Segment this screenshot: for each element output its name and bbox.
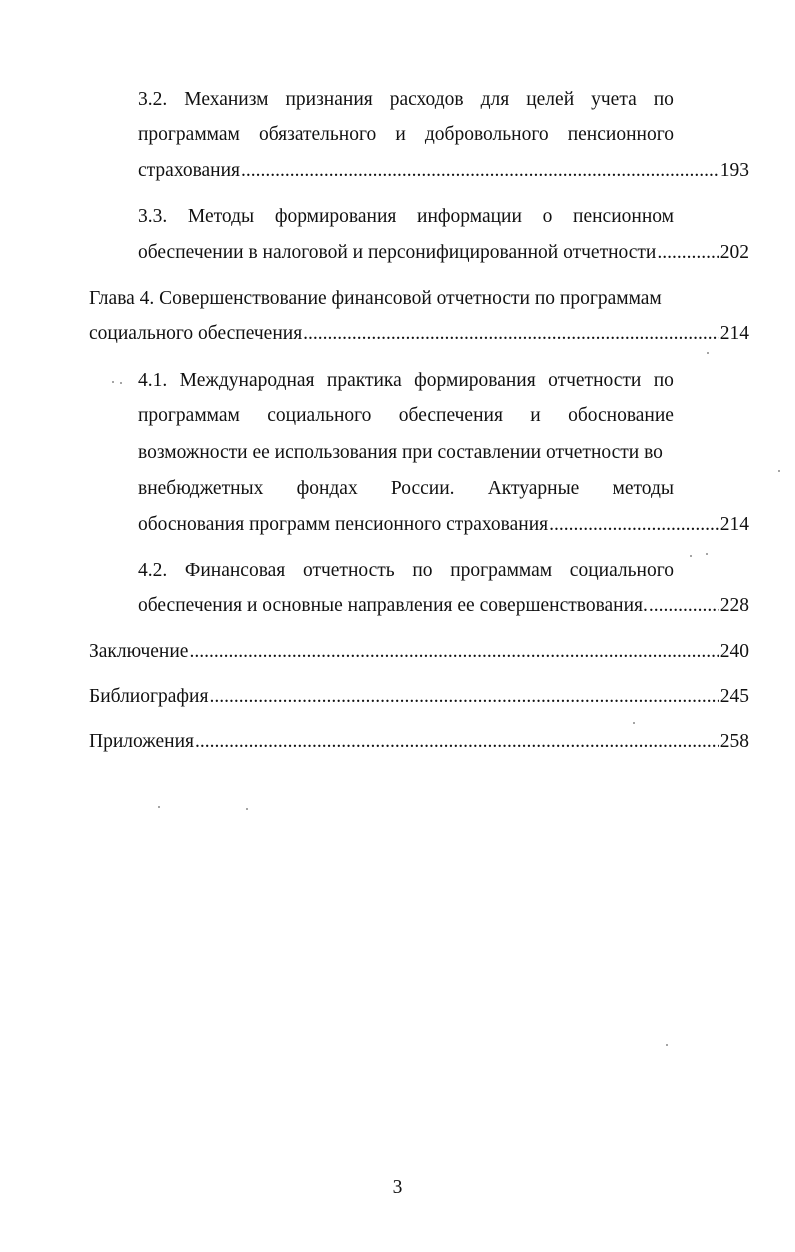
leader-dots [195, 729, 719, 755]
toc-3-3-line-1 [138, 204, 674, 230]
toc-entry-ch4[interactable] [89, 321, 749, 347]
toc-ch4-page: 214 [719, 323, 749, 344]
page-number: 3 [392, 1177, 403, 1198]
scan-speck [778, 470, 780, 472]
toc-word: Международная [179, 370, 315, 391]
toc-word: 3.2. [138, 89, 168, 110]
toc-entry-4-1[interactable] [138, 512, 749, 538]
leader-dots [657, 240, 718, 266]
toc-word: отчетность [302, 560, 395, 581]
toc-3-2-line-3: страхования [138, 160, 241, 181]
toc-word: методы [612, 478, 674, 499]
toc-word: о [542, 206, 553, 227]
leader-dots [241, 158, 719, 184]
toc-word: отчетности [548, 370, 642, 391]
toc-entry-3-3[interactable] [138, 240, 749, 266]
toc-word: пенсионном [573, 206, 674, 227]
toc-word: практика [326, 370, 402, 391]
toc-4-1-page: 214 [719, 514, 749, 535]
toc-word: фондах [296, 478, 358, 499]
toc-entry-conclusion[interactable] [89, 639, 749, 665]
toc-word: добровольного [424, 124, 549, 145]
scan-speck [120, 382, 122, 384]
toc-word: социального [569, 560, 674, 581]
toc-4-2-line-1 [138, 558, 674, 584]
toc-word: Методы [187, 206, 255, 227]
toc-3-2-line-2 [138, 122, 674, 148]
toc-3-2-page: 193 [719, 160, 749, 181]
toc-word: 3.3. [138, 206, 168, 227]
toc-appendices-page: 258 [719, 731, 749, 752]
scan-speck [158, 806, 160, 808]
toc-entry-3-2[interactable] [138, 158, 749, 184]
scan-speck [246, 808, 248, 810]
toc-word: формирования [414, 370, 536, 391]
toc-word: учета [591, 89, 637, 110]
toc-word: обеспечения [398, 405, 503, 426]
toc-word: пенсионного [567, 124, 674, 145]
toc-word: по [653, 370, 674, 391]
toc-word: социального [267, 405, 372, 426]
toc-word: формирования [274, 206, 397, 227]
toc-conclusion-page: 240 [719, 641, 749, 662]
toc-4-1-line-3: возможности ее использования при составлении отчетности во [138, 442, 663, 463]
toc-word: Механизм [184, 89, 269, 110]
scan-speck [690, 555, 692, 557]
toc-word: 4.2. [138, 560, 168, 581]
toc-4-2-line-2: обеспечения и основные направления ее совершенствования. [138, 595, 648, 616]
toc-word: программам [138, 124, 240, 145]
scan-speck [707, 352, 709, 354]
toc-4-1-line-4 [138, 476, 674, 502]
leader-dots [549, 512, 719, 538]
toc-word: Финансовая [184, 560, 286, 581]
scan-speck [666, 1044, 668, 1046]
toc-word: России. [390, 478, 455, 499]
toc-3-3-line-2: обеспечении в налоговой и персонифицированной отчетности [138, 242, 657, 263]
toc-word: расходов [389, 89, 464, 110]
leader-dots [649, 593, 719, 619]
leader-dots [189, 639, 718, 665]
scan-speck [112, 381, 114, 383]
toc-word: по [653, 89, 674, 110]
toc-word: Актуарные [487, 478, 580, 499]
toc-word: обязательного [258, 124, 377, 145]
toc-word: обоснование [568, 405, 674, 426]
toc-word: и [530, 405, 541, 426]
toc-word: и [395, 124, 406, 145]
toc-word: 4.1. [138, 370, 168, 391]
leader-dots [209, 684, 718, 710]
toc-bibliography-label: Библиография [89, 686, 209, 707]
toc-conclusion-label: Заключение [89, 641, 189, 662]
toc-word: по [412, 560, 433, 581]
toc-ch4-line-1: Глава 4. Совершенствование финансовой отчетности по программам [89, 288, 662, 309]
toc-4-1-line-1 [138, 368, 674, 394]
toc-4-1-line-5: обоснования программ пенсионного страхования [138, 514, 549, 535]
toc-3-3-page: 202 [719, 242, 749, 263]
toc-ch4-line-2: социального обеспечения [89, 323, 303, 344]
toc-3-2-line-1 [138, 87, 674, 113]
toc-word: признания [285, 89, 373, 110]
toc-word: для [480, 89, 510, 110]
toc-word: внебюджетных [138, 478, 264, 499]
toc-entry-appendices[interactable] [89, 729, 749, 755]
toc-entry-4-2[interactable] [138, 593, 749, 619]
leader-dots [303, 321, 719, 347]
toc-word: целей [526, 89, 575, 110]
toc-appendices-label: Приложения [89, 731, 194, 752]
toc-4-2-page: 228 [719, 595, 749, 616]
toc-word: программам [138, 405, 240, 426]
toc-word: программам [450, 560, 553, 581]
scan-speck [633, 722, 635, 724]
toc-entry-bibliography[interactable] [89, 684, 749, 710]
toc-bibliography-page: 245 [719, 686, 749, 707]
toc-word: информации [417, 206, 522, 227]
scan-speck [706, 553, 708, 555]
toc-4-1-line-2 [138, 403, 674, 429]
